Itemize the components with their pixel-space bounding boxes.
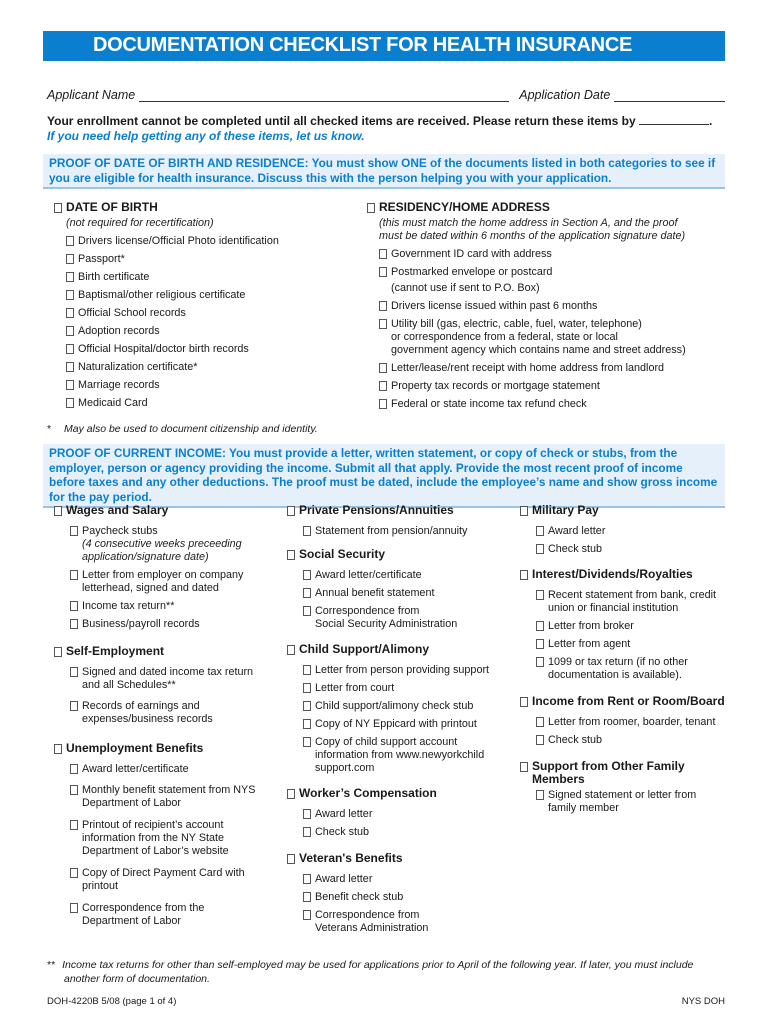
- item-label: Federal or state income tax refund check: [391, 398, 587, 410]
- notice-period: .: [709, 114, 713, 128]
- section-header: [287, 548, 512, 561]
- page-footer: [47, 996, 725, 1007]
- section-header: [287, 504, 512, 517]
- asterisk-note: [47, 423, 318, 435]
- section-header: [287, 787, 512, 800]
- checkbox[interactable]: [70, 820, 78, 830]
- list-item[interactable]: [303, 682, 512, 695]
- item-label: Naturalization certificate*: [78, 361, 198, 373]
- social-security-header: Social Security: [299, 547, 386, 561]
- item-label: Letter from agent: [548, 638, 631, 650]
- item-label: Signed and dated income tax return: [82, 666, 254, 678]
- list-item[interactable]: [536, 789, 730, 815]
- list-item[interactable]: [66, 325, 354, 338]
- list-item[interactable]: [66, 289, 354, 302]
- checkbox[interactable]: [303, 874, 311, 884]
- item-label-cont: Department of Labor: [82, 915, 182, 927]
- checkbox[interactable]: [379, 301, 387, 311]
- checkbox[interactable]: [520, 697, 528, 707]
- item-label: Drivers license/Official Photo identification: [78, 235, 279, 247]
- checkbox[interactable]: [303, 719, 311, 729]
- section-header: [520, 695, 730, 708]
- section-header: [520, 760, 730, 786]
- list-item[interactable]: [66, 271, 354, 284]
- checkbox[interactable]: [70, 903, 78, 913]
- item-label: Postmarked envelope or postcard: [391, 266, 553, 278]
- item-label: Copy of Direct Payment Card with: [82, 867, 245, 879]
- list-item[interactable]: [379, 318, 727, 331]
- checkbox[interactable]: [70, 526, 78, 536]
- checkbox[interactable]: [66, 398, 74, 408]
- checkbox[interactable]: [303, 809, 311, 819]
- notice-text: Your enrollment cannot be completed until all checked items are received. Please return these items by: [47, 114, 636, 128]
- checkbox[interactable]: [303, 737, 311, 747]
- checkbox[interactable]: [303, 683, 311, 693]
- item-label: Letter from broker: [548, 620, 634, 632]
- item-label: Letter from roomer, boarder, tenant: [548, 716, 716, 728]
- section-header: [54, 742, 279, 755]
- item-label: Copy of NY Eppicard with printout: [315, 718, 477, 730]
- list-item[interactable]: [303, 605, 512, 631]
- list-item[interactable]: [536, 620, 730, 633]
- list-item[interactable]: [303, 718, 512, 731]
- checkbox[interactable]: [70, 570, 78, 580]
- item-label: Adoption records: [78, 325, 160, 337]
- checkbox[interactable]: [379, 399, 387, 409]
- checkbox[interactable]: [536, 526, 544, 536]
- child-support-header: Child Support/Alimony: [299, 642, 429, 656]
- item-label: Monthly benefit statement from NYS: [82, 784, 256, 796]
- item-label: Income tax return**: [82, 600, 175, 612]
- checkbox[interactable]: [303, 606, 311, 616]
- item-label: Drivers license issued within past 6 months: [391, 300, 598, 312]
- list-item[interactable]: [303, 569, 512, 582]
- income-footnote: [47, 958, 727, 986]
- item-label-cont: expenses/business records: [82, 713, 213, 725]
- checkbox[interactable]: [303, 570, 311, 580]
- checkbox[interactable]: [66, 380, 74, 390]
- list-item[interactable]: [70, 569, 279, 595]
- pension-header: Private Pensions/Annuities: [299, 503, 454, 517]
- item-label: Baptismal/other religious certificate: [78, 289, 246, 301]
- item-note: (4 consecutive weeks preceeding: [82, 538, 242, 550]
- applicant-name-label: Applicant Name: [47, 88, 136, 102]
- checkbox[interactable]: [536, 639, 544, 649]
- checkbox[interactable]: [379, 249, 387, 259]
- list-item[interactable]: [536, 525, 730, 538]
- item-label-cont: Veterans Administration: [315, 922, 429, 934]
- checkbox[interactable]: [66, 326, 74, 336]
- checkbox[interactable]: [379, 381, 387, 391]
- interest-header: Interest/Dividends/Royalties: [532, 567, 693, 581]
- workers-comp-header: Worker’s Compensation: [299, 786, 437, 800]
- page-title: DOCUMENTATION CHECKLIST FOR HEALTH INSURANCE: [43, 31, 725, 61]
- section-header: [520, 504, 730, 517]
- checkbox[interactable]: [303, 665, 311, 675]
- item-label: Copy of child support account: [315, 736, 458, 748]
- section-header: [287, 852, 512, 865]
- item-label: Records of earnings and: [82, 700, 200, 712]
- item-label: Award letter: [548, 525, 606, 537]
- checkbox[interactable]: [54, 647, 62, 657]
- checkbox[interactable]: [520, 762, 528, 772]
- checkbox[interactable]: [70, 701, 78, 711]
- checkbox[interactable]: [520, 506, 528, 516]
- checkbox[interactable]: [54, 506, 62, 516]
- footnote-line-2: another form of documentation.: [64, 973, 210, 985]
- list-item[interactable]: [379, 380, 727, 393]
- family-header: Support from Other Family: [532, 759, 685, 773]
- application-date-label: Application Date: [519, 88, 611, 102]
- list-item[interactable]: [303, 826, 512, 839]
- item-label: Check stub: [548, 734, 603, 746]
- wages-header: Wages and Salary: [66, 503, 169, 517]
- checkbox[interactable]: [70, 868, 78, 878]
- list-item[interactable]: [303, 736, 512, 775]
- residency-header: [367, 201, 727, 214]
- checkbox[interactable]: [70, 785, 78, 795]
- item-label-cont: Department of Labor’s website: [82, 845, 229, 857]
- item-label-cont: documentation is available).: [548, 669, 682, 681]
- list-item[interactable]: [303, 873, 512, 886]
- checkbox[interactable]: [287, 854, 295, 864]
- checkbox[interactable]: [303, 588, 311, 598]
- item-label: Award letter: [315, 873, 373, 885]
- income-column-3: [520, 504, 730, 815]
- item-label: Property tax records or mortgage statement: [391, 380, 600, 392]
- checkbox[interactable]: [536, 621, 544, 631]
- list-item[interactable]: [66, 235, 354, 248]
- item-label: Official Hospital/doctor birth records: [78, 343, 249, 355]
- checkbox[interactable]: [536, 544, 544, 554]
- list-item[interactable]: [303, 808, 512, 821]
- item-label: Check stub: [315, 826, 370, 838]
- item-label: Recent statement from bank, credit: [548, 589, 717, 601]
- checkbox[interactable]: [70, 619, 78, 629]
- rent-header: Income from Rent or Room/Board: [532, 694, 725, 708]
- checkbox[interactable]: [303, 827, 311, 837]
- item-label: Business/payroll records: [82, 618, 200, 630]
- checkbox[interactable]: [66, 290, 74, 300]
- footnote-line-1: Income tax returns for other than self-employed may be used for applications prior to April of the following year. If later, you must include: [62, 959, 694, 971]
- list-item[interactable]: [70, 700, 279, 726]
- list-item[interactable]: [379, 248, 727, 261]
- agency: NYS DOH: [681, 996, 725, 1007]
- checkbox[interactable]: [66, 254, 74, 264]
- checkbox[interactable]: [536, 657, 544, 667]
- notice-help: If you need help getting any of these items, let us know.: [47, 129, 365, 143]
- checkbox[interactable]: [303, 910, 311, 920]
- dob-note: (not required for recertification): [66, 217, 214, 229]
- item-label: Correspondence from the: [82, 902, 205, 914]
- item-label: Benefit check stub: [315, 891, 404, 903]
- item-label-cont: Department of Labor: [82, 797, 182, 809]
- item-label: Letter from court: [315, 682, 395, 694]
- section-header: [520, 568, 730, 581]
- item-label: Statement from pension/annuity: [315, 525, 468, 537]
- residency-note-1: (this must match the home address in Section A, and the proof: [379, 217, 678, 229]
- asterisk-mark: *: [47, 423, 52, 435]
- item-label: 1099 or tax return (if no other: [548, 656, 688, 668]
- item-label: Check stub: [548, 543, 603, 555]
- checkbox[interactable]: [379, 363, 387, 373]
- item-label-cont: information from the NY State: [82, 832, 225, 844]
- list-item[interactable]: [536, 543, 730, 556]
- item-label: Signed statement or letter from: [548, 789, 697, 801]
- income-column-1: [54, 504, 279, 928]
- checkbox[interactable]: [287, 789, 295, 799]
- list-item[interactable]: [66, 307, 354, 320]
- military-header: Military Pay: [532, 503, 599, 517]
- item-label: Letter from person providing support: [315, 664, 490, 676]
- income-column-2: [287, 504, 512, 935]
- checkbox[interactable]: [287, 645, 295, 655]
- dob-header: [54, 201, 354, 214]
- list-item[interactable]: [303, 587, 512, 600]
- item-label-cont: and all Schedules**: [82, 679, 176, 691]
- veterans-header: Veteran's Benefits: [299, 851, 403, 865]
- item-label: Award letter/certificate: [82, 763, 189, 775]
- checkbox[interactable]: [379, 267, 387, 277]
- item-label-cont: Social Security Administration: [315, 618, 458, 630]
- applicant-name-field[interactable]: [139, 90, 509, 102]
- list-item[interactable]: [379, 398, 727, 411]
- checkbox[interactable]: [66, 362, 74, 372]
- item-label: Utility bill (gas, electric, cable, fuel, water, telephone): [391, 318, 642, 330]
- list-item[interactable]: [66, 379, 354, 392]
- list-item[interactable]: [66, 361, 354, 374]
- list-item[interactable]: [303, 664, 512, 677]
- item-label-cont: union or financial institution: [548, 602, 679, 614]
- checkbox[interactable]: [54, 744, 62, 754]
- item-label: Correspondence from: [315, 909, 420, 921]
- list-item[interactable]: [536, 716, 730, 729]
- form-number: DOH-4220B 5/08 (page 1 of 4): [47, 996, 177, 1007]
- checkbox[interactable]: [303, 701, 311, 711]
- item-label: Official School records: [78, 307, 186, 319]
- item-label: Passport*: [78, 253, 125, 265]
- item-label: Correspondence from: [315, 605, 420, 617]
- list-item[interactable]: [379, 266, 727, 279]
- list-item[interactable]: [70, 618, 279, 631]
- checkbox[interactable]: [66, 344, 74, 354]
- list-item[interactable]: [536, 638, 730, 651]
- dob-column: [54, 201, 354, 410]
- list-item[interactable]: [303, 700, 512, 713]
- list-item[interactable]: [66, 343, 354, 356]
- checkbox[interactable]: [536, 790, 544, 800]
- residency-header-label: RESIDENCY/HOME ADDRESS: [379, 200, 550, 214]
- checkbox[interactable]: [536, 717, 544, 727]
- item-continuation: or correspondence from a federal, state or local: [391, 331, 618, 343]
- checkbox[interactable]: [66, 236, 74, 246]
- section-header: [287, 643, 512, 656]
- item-label: Child support/alimony check stub: [315, 700, 474, 712]
- checkbox[interactable]: [536, 590, 544, 600]
- return-by-field[interactable]: [639, 114, 709, 125]
- income-box: PROOF OF CURRENT INCOME: You must provide a letter, written statement, or copy of check or stubs, from the employer, person or agency providing the income. Submit all that apply. Provide the most recent proof of income before taxes and any other deductions. The proof must be dated, include the employee’s name and show gross income for the pay period.: [43, 444, 725, 508]
- checkbox[interactable]: [66, 272, 74, 282]
- section-header: [54, 504, 279, 517]
- item-label-cont: support.com: [315, 762, 375, 774]
- list-item[interactable]: [70, 763, 279, 776]
- list-item[interactable]: [66, 253, 354, 266]
- list-item[interactable]: [70, 666, 279, 692]
- item-label: Paycheck stubs: [82, 525, 158, 537]
- list-item[interactable]: [379, 362, 727, 375]
- item-label: Birth certificate: [78, 271, 150, 283]
- item-label: Medicaid Card: [78, 397, 148, 409]
- unemployment-header: Unemployment Benefits: [66, 741, 204, 755]
- item-note: application/signature date): [82, 551, 209, 563]
- checkbox[interactable]: [536, 735, 544, 745]
- item-continuation: (cannot use if sent to P.O. Box): [391, 282, 540, 294]
- list-item[interactable]: [70, 525, 279, 564]
- footnote-mark: **: [47, 959, 56, 971]
- checkbox[interactable]: [70, 601, 78, 611]
- self-employment-header: Self-Employment: [66, 644, 165, 658]
- list-item[interactable]: [70, 902, 279, 928]
- checkbox[interactable]: [303, 526, 311, 536]
- notice: [47, 114, 727, 144]
- list-item[interactable]: [303, 891, 512, 904]
- list-item[interactable]: [536, 589, 730, 615]
- checkbox[interactable]: [303, 892, 311, 902]
- item-label-cont: printout: [82, 880, 119, 892]
- checkbox[interactable]: [66, 308, 74, 318]
- item-label: Letter from employer on company: [82, 569, 244, 581]
- checkbox[interactable]: [70, 667, 78, 677]
- item-label: Letter/lease/rent receipt with home address from landlord: [391, 362, 665, 374]
- list-item[interactable]: [536, 734, 730, 747]
- list-item[interactable]: [70, 867, 279, 893]
- item-label: Award letter: [315, 808, 373, 820]
- section-header: [54, 645, 279, 658]
- item-continuation: government agency which contains name and street address): [391, 344, 686, 356]
- item-label-cont: family member: [548, 802, 619, 814]
- item-label: Award letter/certificate: [315, 569, 422, 581]
- item-label-cont: information from www.newyorkchild: [315, 749, 485, 761]
- list-item[interactable]: [70, 784, 279, 810]
- asterisk-text: May also be used to document citizenship and identity.: [64, 423, 318, 435]
- list-item[interactable]: [303, 525, 512, 538]
- applicant-row: [47, 88, 725, 102]
- list-item[interactable]: [66, 397, 354, 410]
- dob-header-label: DATE OF BIRTH: [66, 200, 158, 214]
- item-label: Government ID card with address: [391, 248, 552, 260]
- residency-note-2: must be dated within 6 months of the application signature date): [379, 230, 686, 242]
- dob-residence-box: PROOF OF DATE OF BIRTH AND RESIDENCE: You must show ONE of the documents listed in both categories to see if you are eligible for health insurance. Discuss this with the person helping you with your application.: [43, 154, 725, 189]
- item-label: Printout of recipient’s account: [82, 819, 224, 831]
- item-label: Annual benefit statement: [315, 587, 435, 599]
- checkbox[interactable]: [520, 570, 528, 580]
- list-item[interactable]: [536, 656, 730, 682]
- list-item[interactable]: [70, 600, 279, 613]
- dob-checkbox[interactable]: [54, 203, 62, 213]
- checkbox[interactable]: [379, 319, 387, 329]
- item-label: Marriage records: [78, 379, 160, 391]
- residency-checkbox[interactable]: [367, 203, 375, 213]
- checkbox[interactable]: [287, 550, 295, 560]
- family-header-cont: Members: [532, 772, 585, 786]
- checkbox[interactable]: [70, 764, 78, 774]
- list-item[interactable]: [70, 819, 279, 858]
- residency-column: [367, 201, 727, 411]
- list-item[interactable]: [379, 300, 727, 313]
- list-item[interactable]: [303, 909, 512, 935]
- application-date-field[interactable]: [614, 90, 725, 102]
- item-label-cont: letterhead, signed and dated: [82, 582, 219, 594]
- checkbox[interactable]: [287, 506, 295, 516]
